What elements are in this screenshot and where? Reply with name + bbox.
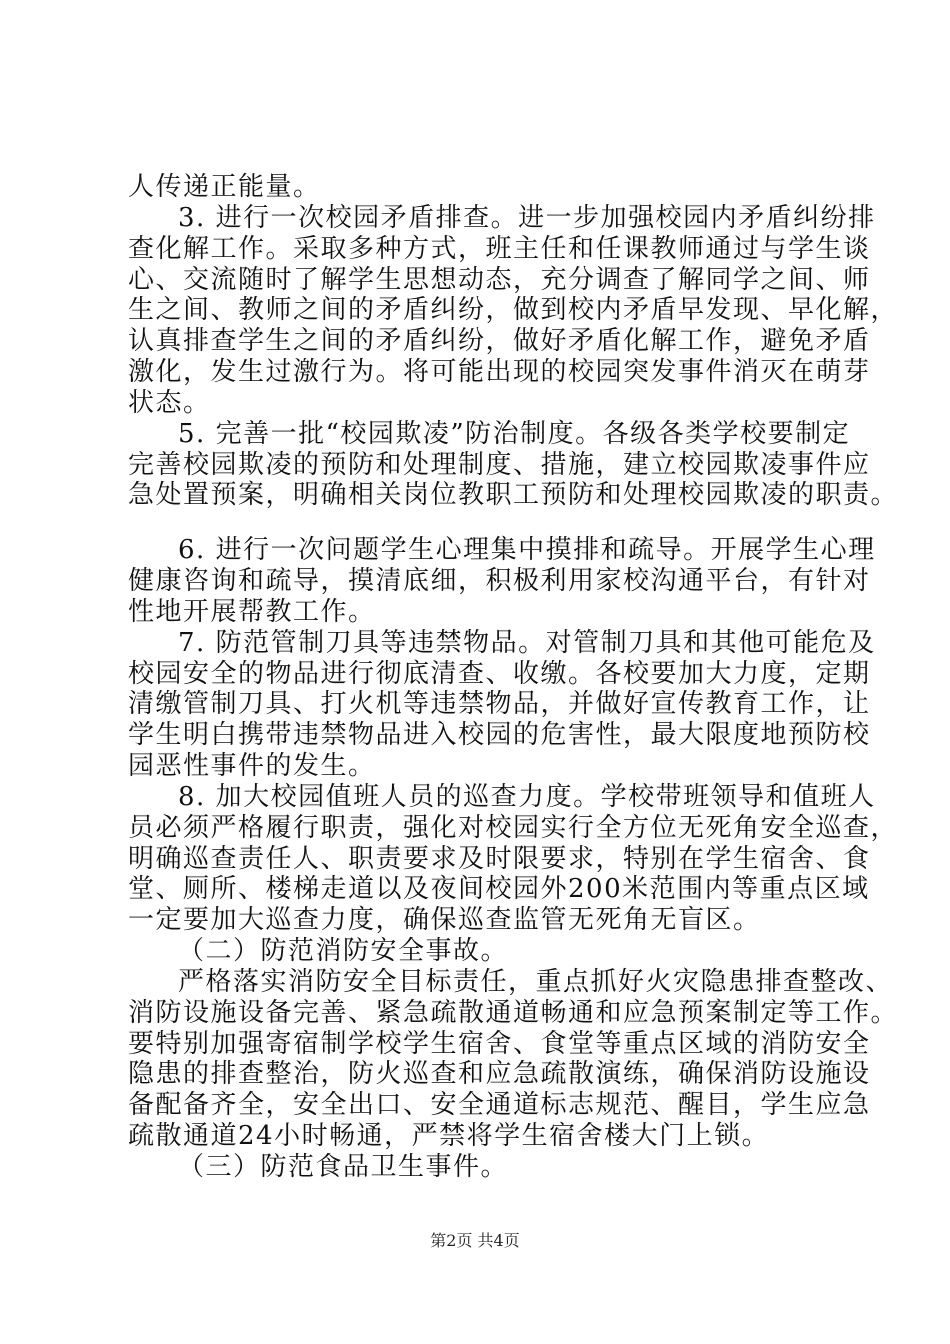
text-line: 健康咨询和疏导，摸清底细，积极利用家校沟通平台，有针对 [128, 566, 871, 596]
text-line: 人传递正能量。 [128, 172, 321, 202]
page-number-footer: 第2页 共4页 [430, 1231, 520, 1250]
text-line: 性地开展帮教工作。 [128, 597, 376, 627]
text-line: 疏散通道24小时畅通，严禁将学生宿舍楼大门上锁。 [128, 1121, 770, 1151]
text-line: 心、交流随时了解学生思想动态，充分调查了解同学之间、师 [128, 265, 871, 295]
text-line: 清缴管制刀具、打火机等违禁物品，并做好宣传教育工作，让 [128, 689, 871, 719]
text-line: 激化，发生过激行为。将可能出现的校园突发事件消灭在萌芽 [128, 357, 871, 387]
text-line: 一定要加大巡查力度，确保巡查监管无死角无盲区。 [128, 905, 761, 935]
text-line: 生之间、教师之间的矛盾纠纷，做到校内矛盾早发现、早化解， [128, 295, 899, 325]
text-line: 堂、厕所、楼梯走道以及夜间校园外200米范围内等重点区域 [128, 874, 870, 904]
text-line: 6. 进行一次问题学生心理集中摸排和疏导。开展学生心理 [178, 535, 876, 565]
text-line: 状态。 [128, 388, 211, 418]
text-line: 严格落实消防安全目标责任，重点抓好火灾隐患排查整改、 [178, 967, 894, 997]
text-line: 3. 进行一次校园矛盾排查。进一步加强校园内矛盾纠纷排 [178, 203, 876, 233]
text-line: 学生明白携带违禁物品进入校园的危害性，最大限度地预防校 [128, 720, 871, 750]
text-line: 隐患的排查整治，防火巡查和应急疏散演练，确保消防设施设 [128, 1059, 871, 1089]
text-line: 明确巡查责任人、职责要求及时限要求，特别在学生宿舍、食 [128, 844, 871, 874]
text-line: 查化解工作。采取多种方式，班主任和任课教师通过与学生谈 [128, 234, 871, 264]
text-line: 急处置预案，明确相关岗位教职工预防和处理校园欺凌的职责。 [128, 480, 899, 510]
text-line: 校园安全的物品进行彻底清查、收缴。各校要加大力度，定期 [128, 659, 871, 689]
text-line: 完善校园欺凌的预防和处理制度、措施，建立校园欺凌事件应 [128, 450, 871, 480]
section-heading: （三）防范食品卫生事件。 [178, 1152, 509, 1182]
section-heading: （二）防范消防安全事故。 [178, 936, 509, 966]
text-line: 5. 完善一批“校园欺凌”防治制度。各级各类学校要制定 [178, 419, 851, 449]
text-line: 要特别加强寄宿制学校学生宿舍、食堂等重点区域的消防安全 [128, 1029, 871, 1059]
text-line: 7. 防范管制刀具等违禁物品。对管制刀具和其他可能危及 [178, 628, 876, 658]
text-line: 8. 加大校园值班人员的巡查力度。学校带班领导和值班人 [178, 782, 876, 812]
text-line: 园恶性事件的发生。 [128, 751, 376, 781]
text-line: 备配备齐全，安全出口、安全通道标志规范、醒目，学生应急 [128, 1090, 871, 1120]
text-line: 员必须严格履行职责，强化对校园实行全方位无死角安全巡查， [128, 813, 899, 843]
text-line: 认真排查学生之间的矛盾纠纷，做好矛盾化解工作，避免矛盾 [128, 326, 871, 356]
text-line: 消防设施设备完善、紧急疏散通道畅通和应急预案制定等工作。 [128, 998, 899, 1028]
